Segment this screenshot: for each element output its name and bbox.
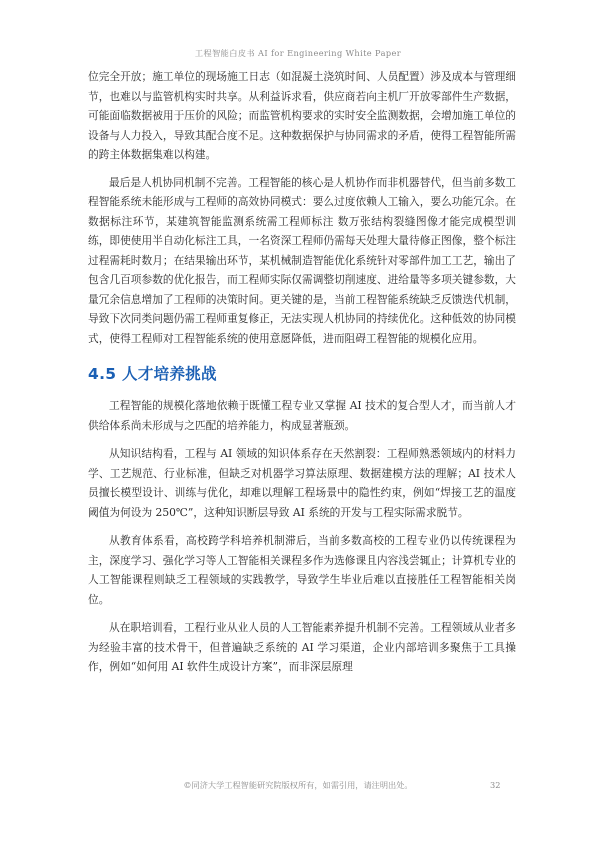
body-paragraph: 从教育体系看，高校跨学科培养机制滞后，当前多数高校的工程专业仍以传统课程为主，深度学习、强化学习等人工智能相关课程多作为选修课且内容浅尝辄止；计算机专业的人工智能课程则缺乏工程领域的实践教学，导致学生毕业后难以直接胜任工程智能相关岗位。	[88, 534, 516, 606]
body-paragraph: 从在职培训看，工程行业从业人员的人工智能素养提升机制不完善。工程领域从业者多为经验丰富的技术骨干，但普遍缺乏系统的 AI 学习渠道，企业内部培训多聚焦于工具操作，例如“如何用 AI 软件生成设计方案”，而非深层原理	[88, 621, 516, 673]
running-header: 工程智能白皮书 AI for Engineering White Paper	[194, 48, 402, 58]
body-paragraph: 最后是人机协同机制不完善。工程智能的核心是人机协作而非机器替代，但当前多数工程智能系统未能形成与工程师的高效协同模式：要么过度依赖人工输入，要么功能冗余。在数据标注环节，某建筑智能监测系统需工程师标注 数万张结构裂缝图像才能完成模型训练，即使使用半自动化标注工具，一名资深工程师仍需每天处理大量待修正图像，整个标注过程需耗时数月；在结果输出环节，某机械制造智能优化系统针对零部件加工工艺，输出了包含几百项参数的优化报告，而工程师实际仅需调整切削速度、进给量等多项关键参数，大量冗余信息增加了工程师的决策时间。更关键的是，当前工程智能系统缺乏反馈迭代机制，导致下次同类问题仍需工程师重复修正，无法实现人机协同的持续优化。这种低效的协同模式，使得工程师对工程智能系统的使用意愿降低，进而阻碍工程智能的规模化应用。	[88, 175, 516, 345]
body-paragraph: 从知识结构看，工程与 AI 领域的知识体系存在天然割裂：工程师熟悉领域内的材料力学、工艺规范、行业标准，但缺乏对机器学习算法原理、数据建模方法的理解；AI 技术人员擅长模型设计、训练与优化，却难以理解工程场景中的隐性约束，例如“焊接工艺的温度阈值为何设为 250℃”，这种知识断层导致 AI 系统的开发与工程实际需求脱节。	[88, 447, 516, 519]
page-body	[88, 67, 516, 686]
body-paragraph: 位完全开放；施工单位的现场施工日志（如混凝土浇筑时间、人员配置）涉及成本与管理细节，也难以与监管机构实时共享。从利益诉求看，供应商若向主机厂开放零部件生产数据，可能面临数据被用于压价的风险；而监管机构要求的实时安全监测数据，会增加施工单位的设备与人力投入，导致其配合度不足。这种数据保护与协同需求的矛盾，使得工程智能所需的跨主体数据集难以构建。	[88, 70, 516, 161]
section-heading: 4.5 人才培养挑战	[88, 365, 217, 383]
body-paragraph: 工程智能的规模化落地依赖于既懂工程专业又掌握 AI 技术的复合型人才，而当前人才供给体系尚未形成与之匹配的培养能力，构成显著瓶颈。	[88, 399, 516, 432]
page-number: 32	[490, 780, 501, 790]
copyright-notice: ©同济大学工程智能研究院版权所有，如需引用，请注明出处。	[183, 780, 413, 790]
